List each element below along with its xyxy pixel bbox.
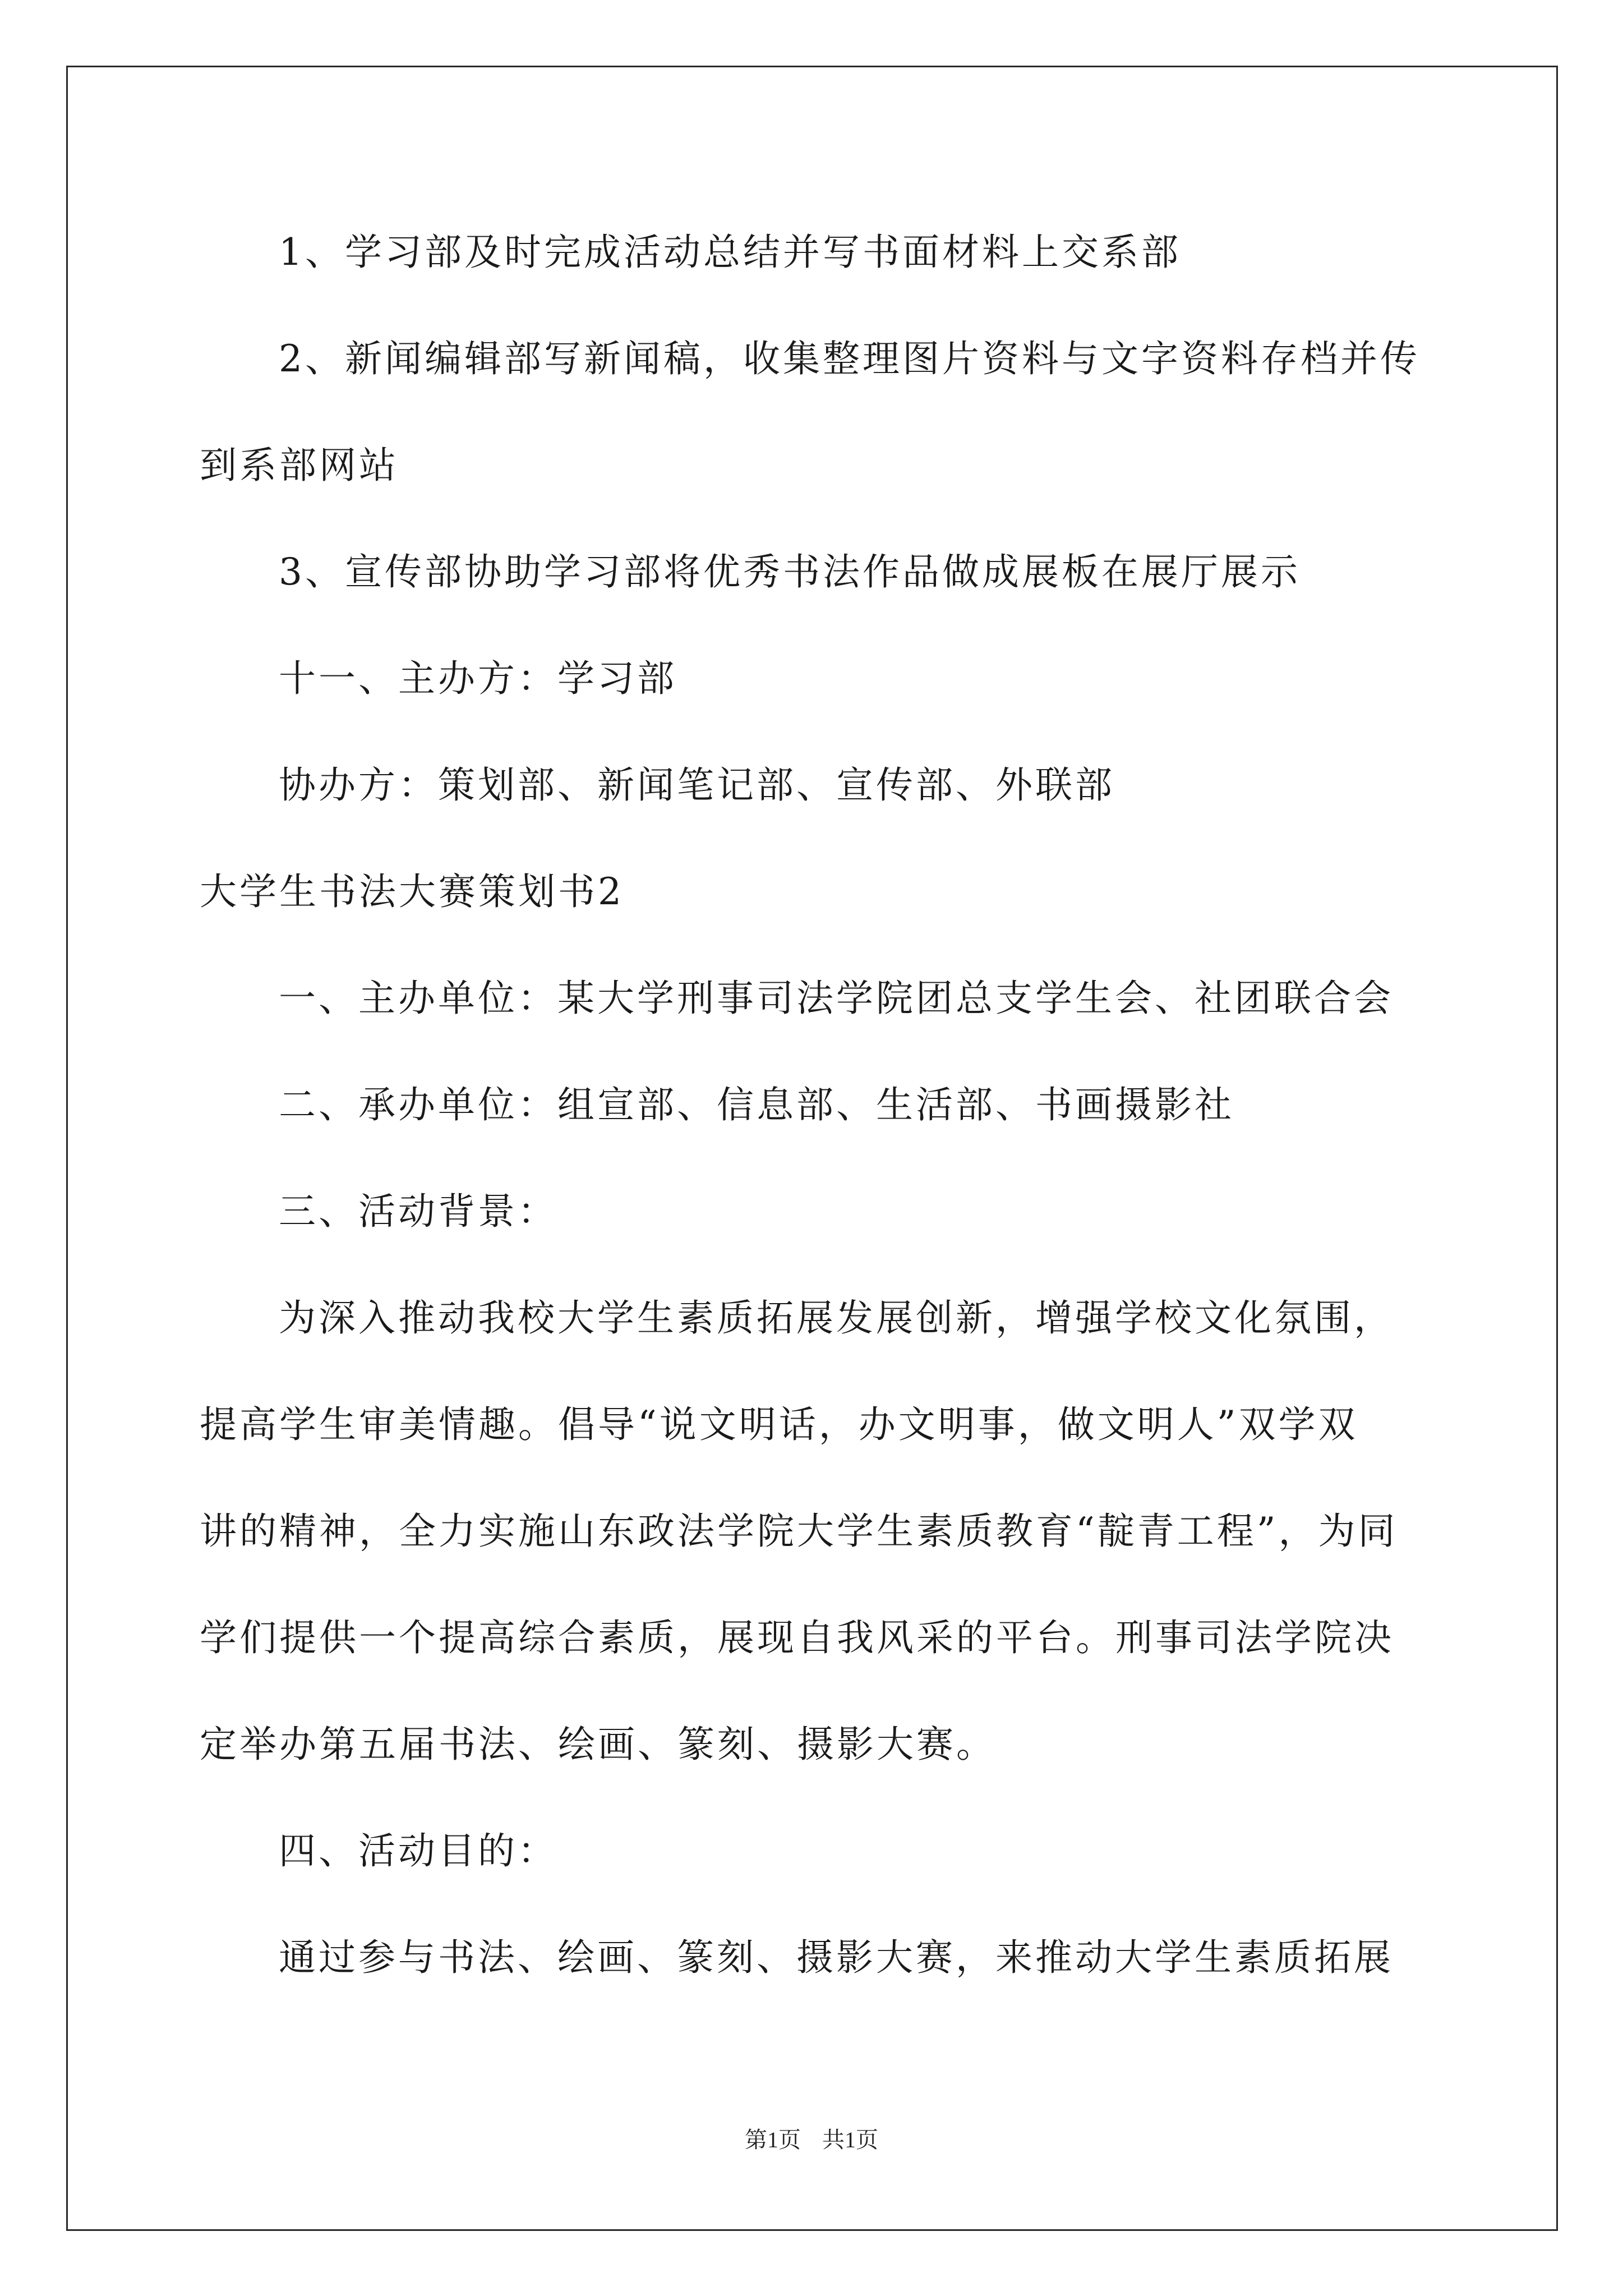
document-title: 大学生书法大赛策划书2 [200, 870, 624, 913]
section-heading-host: 一、主办单位：某大学刑事司法学院团总支学生会、社团联合会 [279, 977, 1394, 1020]
paragraph-background-line-2: 提高学生审美情趣。倡导“说文明话，办文明事，做文明人”双学双 [200, 1403, 1358, 1446]
list-item-news-editing: 2、新闻编辑部写新闻稿，收集整理图片资料与文字资料存档并传 [279, 337, 1420, 380]
section-heading-purpose: 四、活动目的： [279, 1829, 557, 1872]
paragraph-background-line-1: 为深入推动我校大学生素质拓展发展创新，增强学校文化氛围， [279, 1296, 1394, 1340]
list-item-news-editing-cont: 到系部网站 [200, 444, 399, 487]
paragraph-background-line-3: 讲的精神，全力实施山东政法学院大学生素质教育“靛青工程”，为同 [200, 1510, 1398, 1553]
co-organizer-text: 协办方：策划部、新闻笔记部、宣传部、外联部 [279, 763, 1115, 807]
page-number: 第1页 [745, 2127, 801, 2152]
page-border [66, 66, 1558, 2231]
list-item-publicity: 3、宣传部协助学习部将优秀书法作品做成展板在展厅展示 [279, 550, 1301, 593]
paragraph-background-line-4: 学们提供一个提高综合素质，展现自我风采的平台。刑事司法学院决 [200, 1616, 1394, 1659]
section-heading-undertaker: 二、承办单位：组宣部、信息部、生活部、书画摄影社 [279, 1083, 1234, 1126]
list-item-study-summary: 1、学习部及时完成活动总结并写书面材料上交系部 [279, 231, 1181, 274]
page-total: 共1页 [822, 2127, 878, 2152]
paragraph-purpose-line-1: 通过参与书法、绘画、篆刻、摄影大赛，来推动大学生素质拓展 [279, 1936, 1394, 1979]
paragraph-background-line-5: 定举办第五届书法、绘画、篆刻、摄影大赛。 [200, 1723, 996, 1766]
page-footer [0, 2129, 1623, 2151]
section-heading-organizer: 十一、主办方：学习部 [279, 657, 677, 700]
section-heading-background: 三、活动背景： [279, 1190, 557, 1233]
